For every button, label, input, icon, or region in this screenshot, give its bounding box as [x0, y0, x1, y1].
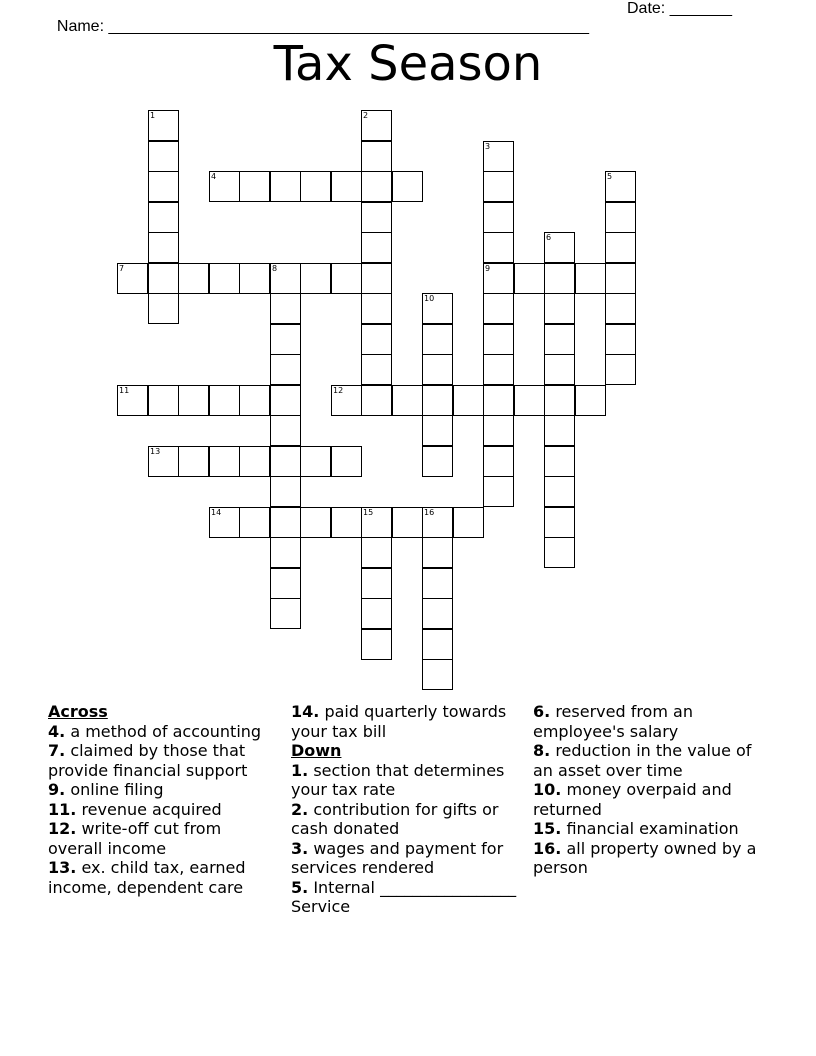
crossword-cell[interactable]: [148, 202, 179, 233]
clue-down-16: 16. all property owned by a person: [533, 838, 757, 877]
crossword-cell[interactable]: [178, 446, 209, 477]
crossword-cell[interactable]: [483, 476, 514, 507]
crossword-cell[interactable]: [361, 354, 392, 385]
crossword-cell[interactable]: [422, 629, 453, 660]
clue-column-1: [48, 702, 278, 897]
crossword-cell[interactable]: [544, 293, 575, 324]
crossword-cell[interactable]: [605, 171, 636, 202]
crossword-cell[interactable]: [422, 537, 453, 568]
crossword-cell[interactable]: [300, 507, 331, 538]
crossword-cell[interactable]: [361, 507, 392, 538]
crossword-cell[interactable]: [270, 385, 301, 416]
crossword-cell[interactable]: [331, 385, 362, 416]
crossword-cell[interactable]: [270, 446, 301, 477]
crossword-cell[interactable]: [361, 385, 392, 416]
crossword-cell[interactable]: [117, 263, 148, 294]
clue-down-10: 10. money overpaid and returned: [533, 780, 732, 819]
clue-down-5: 5. Internal _________________ Service: [291, 877, 517, 916]
crossword-cell[interactable]: [239, 507, 270, 538]
crossword-cell[interactable]: [605, 324, 636, 355]
crossword-cell[interactable]: [483, 141, 514, 172]
date-field-label[interactable]: Date: _______: [627, 0, 732, 17]
crossword-cell[interactable]: [148, 446, 179, 477]
crossword-cell[interactable]: [361, 537, 392, 568]
crossword-cell[interactable]: [483, 354, 514, 385]
crossword-cell[interactable]: [483, 446, 514, 477]
clue-down-2: 2. contribution for gifts or cash donated: [291, 799, 499, 838]
crossword-cell[interactable]: [544, 324, 575, 355]
crossword-cell[interactable]: [575, 385, 606, 416]
crossword-cell[interactable]: [148, 263, 179, 294]
crossword-cell[interactable]: [209, 263, 240, 294]
crossword-cell[interactable]: [300, 446, 331, 477]
crossword-cell[interactable]: [239, 263, 270, 294]
crossword-cell[interactable]: [331, 263, 362, 294]
crossword-cell[interactable]: [270, 598, 301, 629]
crossword-cell[interactable]: [483, 232, 514, 263]
crossword-cell[interactable]: [117, 385, 148, 416]
clue-column-3: [533, 702, 769, 878]
crossword-cell[interactable]: [270, 415, 301, 446]
cell-number: 4: [211, 172, 217, 181]
clue-across-14: 14. paid quarterly towards your tax bill: [291, 702, 507, 741]
crossword-cell[interactable]: [361, 202, 392, 233]
down-heading: Down: [291, 741, 342, 760]
crossword-cell[interactable]: [422, 293, 453, 324]
cell-number: 1: [150, 111, 156, 120]
crossword-cell[interactable]: [148, 141, 179, 172]
crossword-cell[interactable]: [544, 446, 575, 477]
crossword-cell[interactable]: [483, 293, 514, 324]
crossword-cell[interactable]: [239, 171, 270, 202]
crossword-cell[interactable]: [483, 263, 514, 294]
crossword-cell[interactable]: [544, 476, 575, 507]
crossword-cell[interactable]: [605, 354, 636, 385]
crossword-cell[interactable]: [270, 263, 301, 294]
crossword-cell[interactable]: [270, 568, 301, 599]
cell-number: 10: [424, 294, 435, 303]
crossword-cell[interactable]: [361, 568, 392, 599]
crossword-cell[interactable]: [209, 171, 240, 202]
crossword-cell[interactable]: [331, 446, 362, 477]
crossword-cell[interactable]: [361, 141, 392, 172]
cell-number: 8: [272, 264, 278, 273]
crossword-cell[interactable]: [422, 598, 453, 629]
crossword-cell[interactable]: [483, 202, 514, 233]
crossword-cell[interactable]: [361, 232, 392, 263]
name-field-label[interactable]: Name: ______________________________________________________: [56, 18, 589, 35]
crossword-cell[interactable]: [209, 385, 240, 416]
crossword-cell[interactable]: [148, 232, 179, 263]
crossword-cell[interactable]: [148, 385, 179, 416]
crossword-cell[interactable]: [422, 446, 453, 477]
crossword-cell[interactable]: [300, 171, 331, 202]
crossword-cell[interactable]: [361, 629, 392, 660]
crossword-cell[interactable]: [422, 324, 453, 355]
crossword-cell[interactable]: [361, 293, 392, 324]
crossword-cell[interactable]: [148, 293, 179, 324]
across-heading: Across: [48, 702, 108, 721]
crossword-cell[interactable]: [209, 446, 240, 477]
crossword-cell[interactable]: [453, 385, 484, 416]
crossword-cell[interactable]: [422, 354, 453, 385]
clue-down-3: 3. wages and payment for services rendered: [291, 838, 504, 877]
clue-down-6: 6. reserved from an employee's salary: [533, 702, 693, 741]
cell-number: 3: [485, 142, 491, 151]
crossword-cell[interactable]: [178, 263, 209, 294]
crossword-cell[interactable]: [270, 293, 301, 324]
crossword-cell[interactable]: [483, 415, 514, 446]
crossword-cell[interactable]: [422, 507, 453, 538]
page-title: Tax Season: [273, 36, 543, 92]
crossword-cell[interactable]: [361, 171, 392, 202]
clue-column-2: [291, 702, 527, 917]
crossword-cell[interactable]: [605, 202, 636, 233]
crossword-cell[interactable]: [148, 110, 179, 141]
cell-number: 6: [546, 233, 552, 242]
crossword-cell[interactable]: [514, 385, 545, 416]
cell-number: 2: [363, 111, 369, 120]
crossword-cell[interactable]: [544, 537, 575, 568]
clue-across-9: 9. online filing: [48, 780, 164, 799]
crossword-cell[interactable]: [392, 507, 423, 538]
clue-across-13: 13. ex. child tax, earned income, dependent care: [48, 858, 246, 897]
crossword-cell[interactable]: [361, 110, 392, 141]
crossword-cell[interactable]: [422, 415, 453, 446]
cell-number: 5: [607, 172, 613, 181]
crossword-cell[interactable]: [422, 659, 453, 690]
crossword-cell[interactable]: [270, 507, 301, 538]
crossword-cell[interactable]: [239, 446, 270, 477]
clue-across-11: 11. revenue acquired: [48, 799, 222, 819]
crossword-cell[interactable]: [331, 507, 362, 538]
crossword-cell[interactable]: [422, 568, 453, 599]
crossword-cell[interactable]: [270, 171, 301, 202]
crossword-cell[interactable]: [605, 263, 636, 294]
crossword-cell[interactable]: [392, 171, 423, 202]
cell-number: 11: [119, 386, 130, 395]
crossword-cell[interactable]: [361, 598, 392, 629]
crossword-cell[interactable]: [575, 263, 606, 294]
crossword-cell[interactable]: [148, 171, 179, 202]
crossword-cell[interactable]: [392, 385, 423, 416]
clue-across-4: 4. a method of accounting: [48, 721, 262, 741]
clue-down-8: 8. reduction in the value of an asset over time: [533, 741, 752, 780]
crossword-cell[interactable]: [270, 476, 301, 507]
cell-number: 13: [150, 447, 161, 456]
cell-number: 14: [211, 508, 222, 517]
crossword-cell[interactable]: [544, 232, 575, 263]
crossword-cell[interactable]: [544, 415, 575, 446]
crossword-cell[interactable]: [331, 171, 362, 202]
crossword-cell[interactable]: [605, 232, 636, 263]
crossword-cell[interactable]: [544, 385, 575, 416]
cell-number: 12: [333, 386, 344, 395]
crossword-cell[interactable]: [239, 385, 270, 416]
crossword-cell[interactable]: [605, 293, 636, 324]
cell-number: 9: [485, 264, 491, 273]
clue-across-7: 7. claimed by those that provide financial support: [48, 741, 248, 780]
crossword-cell[interactable]: [483, 324, 514, 355]
crossword-cell[interactable]: [361, 263, 392, 294]
crossword-cell[interactable]: [514, 263, 545, 294]
crossword-cell[interactable]: [544, 507, 575, 538]
crossword-cell[interactable]: [453, 507, 484, 538]
cell-number: 16: [424, 508, 435, 517]
clue-down-15: 15. financial examination: [533, 819, 739, 838]
crossword-cell[interactable]: [361, 324, 392, 355]
crossword-cell[interactable]: [483, 385, 514, 416]
crossword-cell[interactable]: [270, 354, 301, 385]
crossword-cell[interactable]: [544, 263, 575, 294]
clue-across-12: 12. write-off cut from overall income: [48, 819, 222, 858]
cell-number: 15: [363, 508, 374, 517]
crossword-cell[interactable]: [300, 263, 331, 294]
crossword-cell[interactable]: [270, 324, 301, 355]
clue-down-1: 1. section that determines your tax rate: [291, 760, 505, 799]
cell-number: 7: [119, 264, 125, 273]
crossword-cell[interactable]: [178, 385, 209, 416]
crossword-cell[interactable]: [483, 171, 514, 202]
crossword-cell[interactable]: [209, 507, 240, 538]
crossword-cell[interactable]: [422, 385, 453, 416]
crossword-cell[interactable]: [544, 354, 575, 385]
crossword-cell[interactable]: [270, 537, 301, 568]
